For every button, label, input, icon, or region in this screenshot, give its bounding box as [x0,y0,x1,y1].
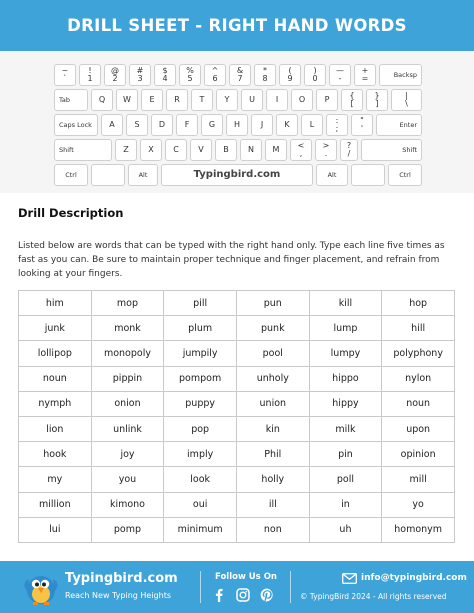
table-row [19,416,455,441]
word-cell: lion [19,416,92,441]
keyboard-key: N [240,139,262,161]
typingbird-logo-icon [19,569,63,607]
keyboard-key: # 3 [129,64,151,86]
keyboard-key: G [201,114,223,136]
keyboard-key: > . [315,139,337,161]
word-table [18,290,455,543]
keyboard-key: K [276,114,298,136]
instagram-icon[interactable] [236,588,250,602]
drill-title: Drill Description [18,206,124,220]
footer-tagline: Reach New Typing Heights [65,591,172,600]
keyboard-key: Alt [316,164,348,186]
word-cell: union [236,391,309,416]
keyboard-key: B [215,139,237,161]
keyboard-key: & 7 [229,64,251,86]
word-cell: holly [236,467,309,492]
keyboard-key: ( 9 [279,64,301,86]
word-cell: hippy [309,391,382,416]
keyboard-key: E [141,89,163,111]
word-cell: kill [309,291,382,316]
keyboard-key: — - [329,64,351,86]
keyboard-key: I [266,89,288,111]
keyboard-key: Z [115,139,137,161]
keyboard-key: Tab [54,89,88,111]
keyboard-key: ! 1 [79,64,101,86]
keyboard-key: Alt [128,164,158,186]
keyboard-key: Backsp [379,64,422,86]
word-cell: monk [91,316,164,341]
word-cell: ill [236,492,309,517]
keyboard-key: A [101,114,123,136]
word-cell: jumpily [164,341,237,366]
table-row [19,442,455,467]
word-cell: kimono [91,492,164,517]
word-cell: pompom [164,366,237,391]
word-cell: pill [164,291,237,316]
keyboard-key: ^ 6 [204,64,226,86]
word-cell: lump [309,316,382,341]
word-cell: pippin [91,366,164,391]
contact-email-link[interactable]: info@typingbird.com [361,573,467,583]
word-cell: non [236,517,309,542]
keyboard-key: } ] [366,89,388,111]
word-cell: Phil [236,442,309,467]
word-cell: you [91,467,164,492]
keyboard-key: Ctrl [54,164,88,186]
page-footer [0,561,474,613]
word-cell: poll [309,467,382,492]
keyboard-key: $ 4 [154,64,176,86]
word-cell: lollipop [19,341,92,366]
keyboard-key: ? / [340,139,358,161]
keyboard-key: Y [216,89,238,111]
word-cell: noun [382,391,455,416]
word-cell: uh [309,517,382,542]
keyboard-key: Shift [361,139,422,161]
blank-key [91,164,125,186]
word-cell: junk [19,316,92,341]
keyboard-key: R [166,89,188,111]
word-cell: my [19,467,92,492]
word-cell: mop [91,291,164,316]
envelope-icon [342,573,357,584]
keyboard-key: C [165,139,187,161]
keyboard-key: Q [91,89,113,111]
keyboard-key: " ' [351,114,373,136]
keyboard-key: * 8 [254,64,276,86]
word-cell: pomp [91,517,164,542]
word-cell: milk [309,416,382,441]
keyboard-key: P [316,89,338,111]
keyboard-key: ~ ` [54,64,76,86]
copyright-notice: © TypingBird 2024 - All rights reserved [300,592,447,601]
keyboard-key: H [226,114,248,136]
word-cell: hill [382,316,455,341]
keyboard-key: F [176,114,198,136]
keyboard-key: S [126,114,148,136]
keyboard-key: { [ [341,89,363,111]
follow-us-label: Follow Us On [215,572,277,582]
footer-divider [200,571,201,603]
drill-description: Listed below are words that can be typed with the right hand only. Type each line five times as fast as you can. Be sure to maintain proper technique and finger placement, and refrain from looking at your fingers. [18,241,445,279]
word-cell: million [19,492,92,517]
keyboard-key: | \ [391,89,422,111]
word-cell: lumpy [309,341,382,366]
word-cell: look [164,467,237,492]
keyboard-key: J [251,114,273,136]
word-cell: homonym [382,517,455,542]
keyboard-key: Enter [376,114,422,136]
keyboard-key: M [265,139,287,161]
keyboard-key: O [291,89,313,111]
page-header [0,0,474,51]
keyboard-key: L [301,114,323,136]
keyboard-panel [0,51,474,193]
table-row [19,341,455,366]
word-cell: kin [236,416,309,441]
word-cell: lui [19,517,92,542]
keyboard-key: X [140,139,162,161]
word-cell: pop [164,416,237,441]
keyboard-key: D [151,114,173,136]
page-title: DRILL SHEET - RIGHT HAND WORDS [67,16,407,35]
keyboard-key: % 5 [179,64,201,86]
word-cell: opinion [382,442,455,467]
word-cell: pool [236,341,309,366]
word-cell: imply [164,442,237,467]
word-cell: in [309,492,382,517]
pinterest-icon[interactable] [260,588,274,602]
word-cell: noun [19,366,92,391]
keyboard-key: : ; [326,114,348,136]
word-cell: unholy [236,366,309,391]
keyboard-key: ) 0 [304,64,326,86]
keyboard-key: U [241,89,263,111]
keyboard-diagram [54,64,422,186]
table-row [19,391,455,416]
word-cell: yo [382,492,455,517]
word-cell: hippo [309,366,382,391]
word-cell: polyphony [382,341,455,366]
word-cell: mill [382,467,455,492]
word-cell: monopoly [91,341,164,366]
keyboard-key: V [190,139,212,161]
word-cell: nymph [19,391,92,416]
word-cell: joy [91,442,164,467]
footer-divider [290,571,291,603]
keyboard-key: Shift [54,139,112,161]
keyboard-key: Ctrl [388,164,422,186]
keyboard-key: T [191,89,213,111]
table-row [19,291,455,316]
word-cell: onion [91,391,164,416]
word-cell: oui [164,492,237,517]
word-cell: punk [236,316,309,341]
keyboard-key: < , [290,139,312,161]
word-cell: pun [236,291,309,316]
keyboard-key: W [116,89,138,111]
word-cell: plum [164,316,237,341]
word-cell: puppy [164,391,237,416]
table-row [19,517,455,542]
table-row [19,492,455,517]
word-cell: hop [382,291,455,316]
word-cell: unlink [91,416,164,441]
space-bar-key: Typingbird.com [161,164,313,186]
word-cell: hook [19,442,92,467]
keyboard-key: Caps Lock [54,114,98,136]
word-cell: minimum [164,517,237,542]
table-row [19,467,455,492]
table-row [19,366,455,391]
keyboard-key: + = [354,64,376,86]
keyboard-key: @ 2 [104,64,126,86]
facebook-icon[interactable] [212,588,226,602]
table-row [19,316,455,341]
word-cell: nylon [382,366,455,391]
blank-key [351,164,385,186]
word-cell: upon [382,416,455,441]
word-cell: him [19,291,92,316]
footer-brand-name: Typingbird.com [65,571,178,586]
word-cell: pin [309,442,382,467]
